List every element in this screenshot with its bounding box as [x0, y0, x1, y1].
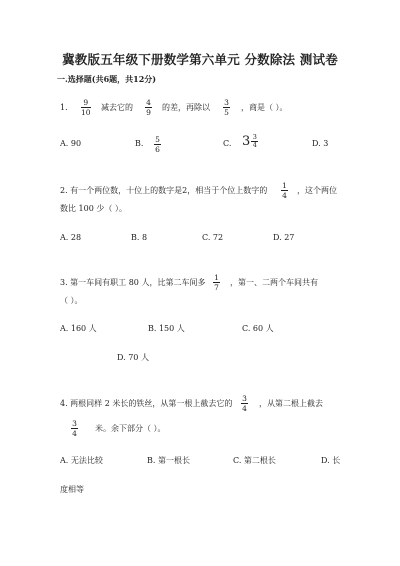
- q2-option-c[interactable]: C. 72: [202, 233, 224, 242]
- q1-number: 1.: [60, 103, 68, 112]
- q1-opt-c-numerator: 3: [252, 133, 257, 141]
- q2-line-2: 数比 100 少（ ）。: [60, 204, 127, 213]
- q3-option-a[interactable]: A. 160 人: [60, 324, 97, 333]
- q4-frac1-denominator: 4: [242, 404, 247, 413]
- q1-option-c-mixed-number: [242, 134, 258, 149]
- q1-opt-c-fraction: [251, 134, 258, 149]
- page-title: 冀教版五年级下册数学第六单元 分数除法 测试卷: [62, 52, 338, 67]
- q1-option-c-label[interactable]: C.: [223, 139, 232, 148]
- q4-option-c[interactable]: C. 第二根长: [233, 456, 276, 465]
- q4-frac2-numerator: 3: [72, 419, 77, 428]
- q1-option-d[interactable]: D. 3: [312, 139, 329, 148]
- q3-fraction: [213, 273, 220, 292]
- q3-option-b[interactable]: B. 150 人: [148, 324, 185, 333]
- q4-line-1a: 4. 两根同样 2 米长的铁丝，从第一根上截去它的: [60, 399, 233, 408]
- q4-option-d-continued: 度相等: [60, 485, 84, 494]
- q1-frac-a-denominator: 10: [81, 108, 91, 117]
- q1-opt-b-denominator: 6: [155, 145, 160, 154]
- q4-fraction-1: [241, 394, 248, 413]
- q3-line-1a: 3. 第一车间有职工 80 人，比第二车间多: [60, 278, 206, 287]
- q4-option-b[interactable]: B. 第一根长: [147, 456, 190, 465]
- q1-opt-c-denominator: 4: [252, 141, 257, 149]
- q2-option-b[interactable]: B. 8: [131, 233, 148, 242]
- q2-frac-numerator: 1: [282, 181, 287, 190]
- q3-frac-numerator: 1: [214, 273, 219, 282]
- q4-frac2-denominator: 4: [72, 429, 77, 438]
- q4-fraction-2: [71, 419, 78, 438]
- q2-option-a[interactable]: A. 28: [60, 233, 82, 242]
- q2-frac-denominator: 4: [282, 191, 287, 200]
- q1-text-3: ，商是（ ）。: [241, 103, 288, 112]
- q4-line-1b: ，从第二根上截去: [259, 399, 323, 408]
- q2-line-1b: ，这个两位: [297, 186, 337, 195]
- q3-frac-denominator: 7: [214, 283, 219, 292]
- q4-line-2: 米。余下部分（ ）。: [95, 424, 166, 433]
- q1-frac-a-numerator: 9: [83, 98, 89, 107]
- q2-line-1a: 2. 有一个两位数，十位上的数字是2，相当于个位上数字的: [60, 186, 268, 195]
- q3-line-1b: ，第一、二两个车间共有: [230, 278, 318, 287]
- q3-option-d[interactable]: D. 70 人: [117, 353, 149, 362]
- q1-option-a[interactable]: A. 90: [60, 139, 82, 148]
- section-heading: 一.选择题(共6题，共12分): [57, 74, 157, 84]
- q2-fraction: [281, 181, 288, 200]
- q1-option-b-label[interactable]: B.: [135, 139, 144, 148]
- q1-option-b-fraction: [154, 135, 161, 154]
- q1-opt-c-whole: 3: [242, 133, 251, 149]
- q1-text-1: 减去它的: [101, 103, 133, 112]
- q1-frac-b-denominator: 9: [146, 108, 151, 117]
- q4-option-d[interactable]: D. 长: [321, 456, 341, 465]
- q1-frac-b-numerator: 4: [146, 98, 151, 107]
- q1-frac-c-numerator: 3: [224, 98, 229, 107]
- q4-option-a[interactable]: A. 无法比较: [60, 456, 103, 465]
- q3-line-2: （ ）。: [60, 296, 83, 305]
- q3-option-c[interactable]: C. 60 人: [242, 324, 274, 333]
- q1-fraction-c: [223, 98, 230, 117]
- q1-fraction-b: [145, 98, 152, 117]
- q1-frac-c-denominator: 5: [224, 108, 229, 117]
- q1-opt-b-numerator: 5: [155, 135, 160, 144]
- q2-option-d[interactable]: D. 27: [273, 233, 295, 242]
- q1-text-2: 的差，再除以: [162, 103, 210, 112]
- q1-fraction-a: [81, 98, 91, 117]
- q4-frac1-numerator: 3: [242, 394, 247, 403]
